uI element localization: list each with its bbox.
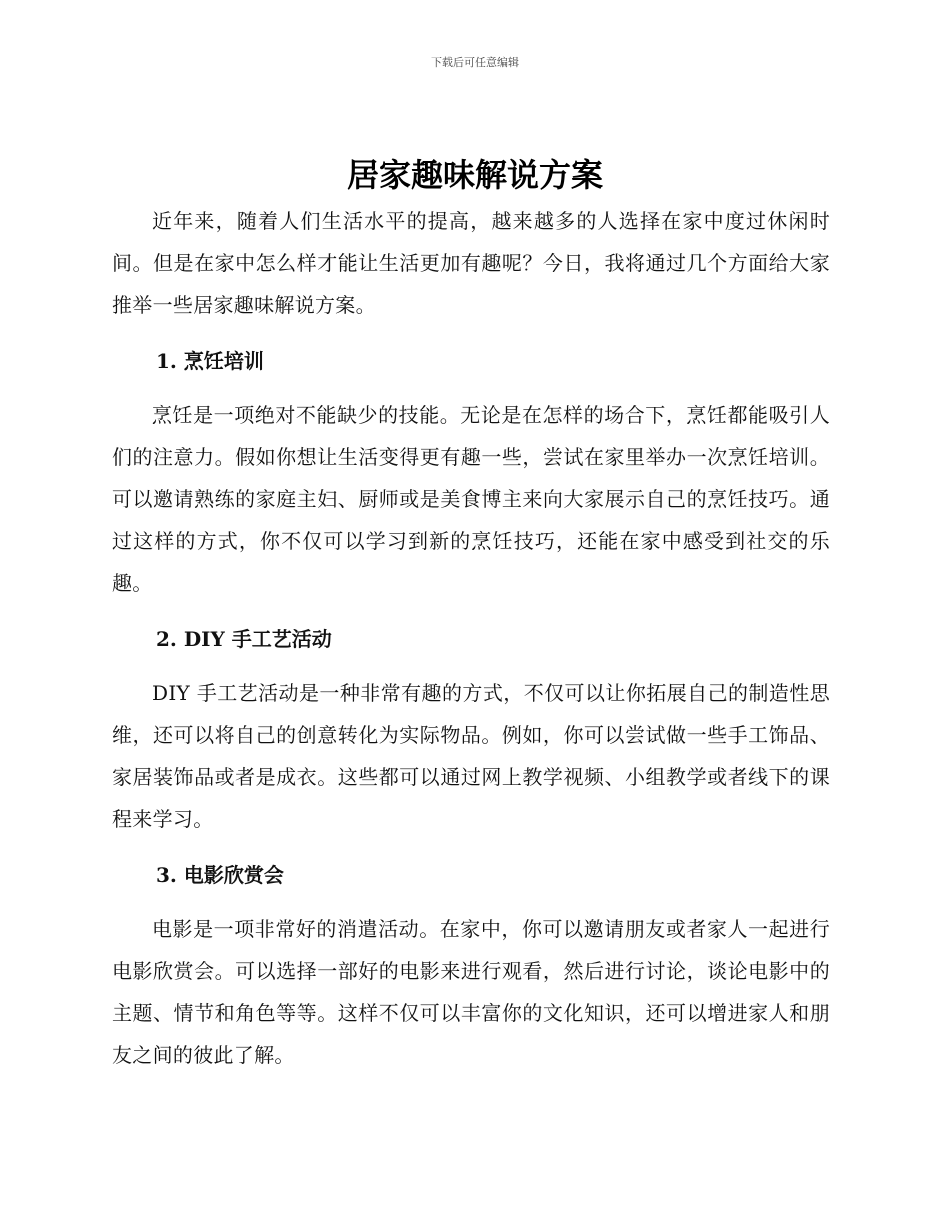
- section-body-movie: 电影是一项非常好的消遣活动。在家中，你可以邀请朋友或者家人一起进行电影欣赏会。可以选择一部好的电影来进行观看，然后进行讨论，谈论电影中的主题、情节和角色等等。这样不仅可以丰富你的文化知识，还可以增进家人和朋友之间的彼此了解。: [112, 917, 830, 1067]
- section-body-diy: DIY 手工艺活动是一种非常有趣的方式，不仅可以让你拓展自己的制造性思维，还可以将自己的创意转化为实际物品。例如，你可以尝试做一些手工饰品、家居装饰品或者是成衣。这些都可以通过网上教学视频、小组教学或者线下的课程来学习。: [112, 681, 830, 831]
- section-heading-diy: 2. DIY 手工艺活动: [156, 627, 332, 651]
- section-heading-cooking: 1. 烹饪培训: [156, 349, 264, 373]
- document-body: [112, 200, 830, 1076]
- section-body-cooking: 烹饪是一项绝对不能缺少的技能。无论是在怎样的场合下，烹饪都能吸引人们的注意力。假如你想让生活变得更有趣一些，尝试在家里举办一次烹饪培训。可以邀请熟练的家庭主妇、厨师或是美食博主来向大家展示自己的烹饪技巧。通过这样的方式，你不仅可以学习到新的烹饪技巧，还能在家中感受到社交的乐趣。: [112, 403, 830, 595]
- header-note: 下载后可任意编辑: [431, 56, 519, 69]
- section-heading-movie: 3. 电影欣赏会: [156, 863, 284, 887]
- intro-paragraph: 近年来，随着人们生活水平的提高，越来越多的人选择在家中度过休闲时间。但是在家中怎么样才能让生活更加有趣呢？今日，我将通过几个方面给大家推举一些居家趣味解说方案。: [112, 209, 830, 317]
- document-title: 居家趣味解说方案: [346, 156, 603, 194]
